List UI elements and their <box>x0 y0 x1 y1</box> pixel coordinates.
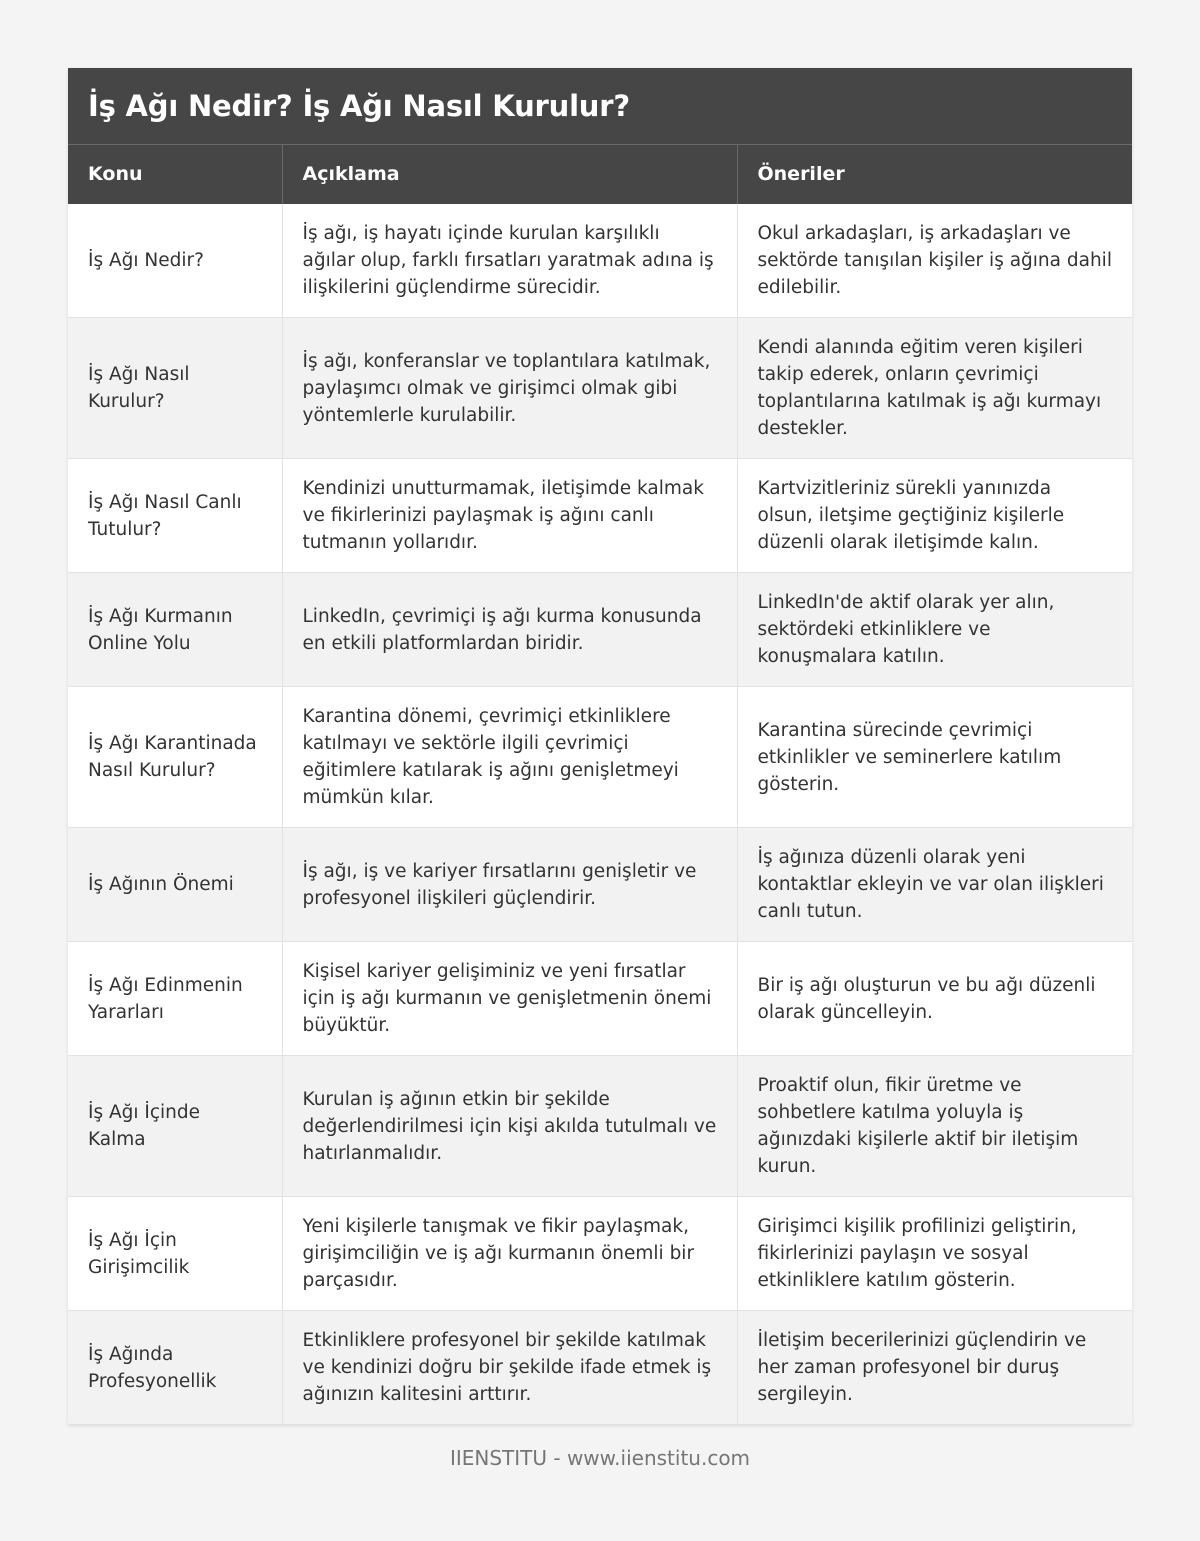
cell-oneriler: İletişim becerilerinizi güçlendirin ve her zaman profesyonel bir duruş sergileyin. <box>737 1311 1132 1425</box>
table-row <box>68 459 1132 573</box>
cell-aciklama: Yeni kişilerle tanışmak ve fikir paylaşmak, girişimciliğin ve iş ağı kurmanın önemli bir parçasıdır. <box>282 1197 737 1311</box>
cell-oneriler: Kartvizitleriniz sürekli yanınızda olsun, iletşime geçtiğiniz kişilerle düzenli olarak iletişimde kalın. <box>737 459 1132 573</box>
header-aciklama: Açıklama <box>282 145 737 204</box>
cell-konu: İş Ağı Edinmenin Yararları <box>68 942 282 1056</box>
cell-oneriler: Girişimci kişilik profilinizi geliştirin, fikirlerinizi paylaşın ve sosyal etkinliklere katılım gösterin. <box>737 1197 1132 1311</box>
content-card <box>68 68 1132 1425</box>
cell-aciklama: Karantina dönemi, çevrimiçi etkinliklere katılmayı ve sektörle ilgili çevrimiçi eğitimlere katılarak iş ağını genişletmeyi mümkün kılar. <box>282 687 737 828</box>
cell-aciklama: İş ağı, konferanslar ve toplantılara katılmak, paylaşımcı olmak ve girişimci olmak gibi yöntemlerle kurulabilir. <box>282 318 737 459</box>
cell-aciklama: Kurulan iş ağının etkin bir şekilde değerlendirilmesi için kişi akılda tutulmalı ve hatırlanmalıdır. <box>282 1056 737 1197</box>
table-header-row <box>68 145 1132 204</box>
header-konu: Konu <box>68 145 282 204</box>
info-table <box>68 144 1132 1425</box>
table-row <box>68 828 1132 942</box>
cell-konu: İş Ağı Karantinada Nasıl Kurulur? <box>68 687 282 828</box>
cell-oneriler: LinkedIn'de aktif olarak yer alın, sektördeki etkinliklere ve konuşmalara katılın. <box>737 573 1132 687</box>
cell-konu: İş Ağı Nasıl Canlı Tutulur? <box>68 459 282 573</box>
cell-konu: İş Ağı Kurmanın Online Yolu <box>68 573 282 687</box>
table-row <box>68 687 1132 828</box>
cell-aciklama: İş ağı, iş ve kariyer fırsatlarını genişletir ve profesyonel ilişkileri güçlendirir. <box>282 828 737 942</box>
table-row <box>68 204 1132 318</box>
table-row <box>68 1311 1132 1425</box>
cell-konu: İş Ağı İçinde Kalma <box>68 1056 282 1197</box>
cell-oneriler: Proaktif olun, fikir üretme ve sohbetlere katılma yoluyla iş ağınızdaki kişilerle aktif bir iletişim kurun. <box>737 1056 1132 1197</box>
cell-konu: İş Ağında Profesyonellik <box>68 1311 282 1425</box>
table-row <box>68 573 1132 687</box>
cell-oneriler: Okul arkadaşları, iş arkadaşları ve sektörde tanışılan kişiler iş ağına dahil edilebilir. <box>737 204 1132 318</box>
header-oneriler: Öneriler <box>737 145 1132 204</box>
cell-aciklama: Kendinizi unutturmamak, iletişimde kalmak ve fikirlerinizi paylaşmak iş ağını canlı tutmanın yollarıdır. <box>282 459 737 573</box>
table-row <box>68 318 1132 459</box>
cell-oneriler: İş ağınıza düzenli olarak yeni kontaktlar ekleyin ve var olan ilişkleri canlı tutun. <box>737 828 1132 942</box>
cell-konu: İş Ağı Nasıl Kurulur? <box>68 318 282 459</box>
cell-aciklama: İş ağı, iş hayatı içinde kurulan karşılıklı ağılar olup, farklı fırsatları yaratmak adına iş ilişkilerini güçlendirme sürecidir. <box>282 204 737 318</box>
cell-konu: İş Ağının Önemi <box>68 828 282 942</box>
cell-konu: İş Ağı Nedir? <box>68 204 282 318</box>
table-row <box>68 942 1132 1056</box>
cell-aciklama: Kişisel kariyer gelişiminiz ve yeni fırsatlar için iş ağı kurmanın ve genişletmenin önemi büyüktür. <box>282 942 737 1056</box>
cell-aciklama: LinkedIn, çevrimiçi iş ağı kurma konusunda en etkili platformlardan biridir. <box>282 573 737 687</box>
cell-oneriler: Kendi alanında eğitim veren kişileri takip ederek, onların çevrimiçi toplantılarına katılmak iş ağı kurmayı destekler. <box>737 318 1132 459</box>
table-row <box>68 1197 1132 1311</box>
cell-oneriler: Karantina sürecinde çevrimiçi etkinlikler ve seminerlere katılım gösterin. <box>737 687 1132 828</box>
page-title: İş Ağı Nedir? İş Ağı Nasıl Kurulur? <box>68 68 1132 144</box>
cell-konu: İş Ağı İçin Girişimcilik <box>68 1197 282 1311</box>
table-row <box>68 1056 1132 1197</box>
footer-credit: IIENSTITU - www.iienstitu.com <box>449 1446 751 1470</box>
cell-aciklama: Etkinliklere profesyonel bir şekilde katılmak ve kendinizi doğru bir şekilde ifade etmek iş ağınızın kalitesini arttırır. <box>282 1311 737 1425</box>
cell-oneriler: Bir iş ağı oluşturun ve bu ağı düzenli olarak güncelleyin. <box>737 942 1132 1056</box>
